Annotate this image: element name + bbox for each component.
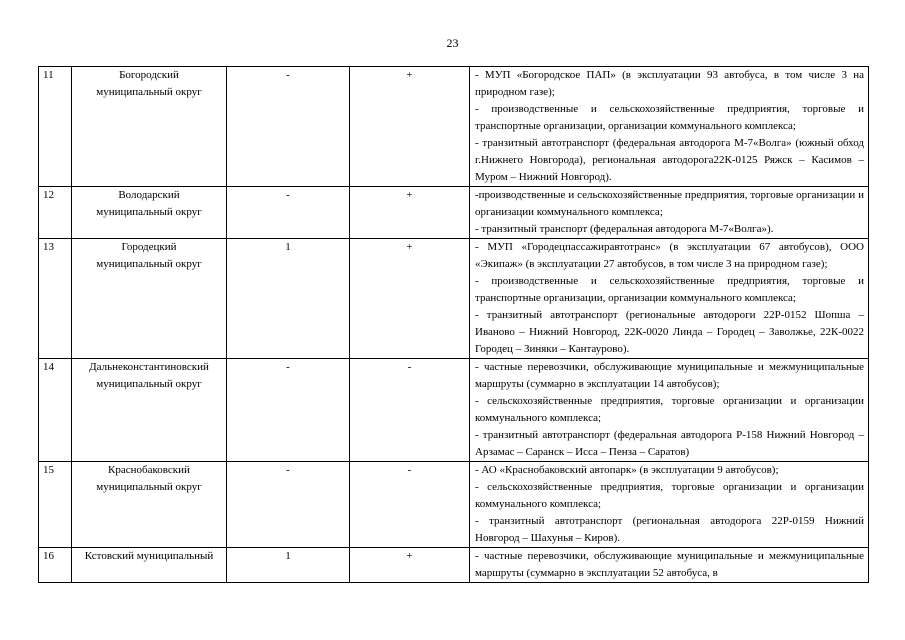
description-item: - транзитный транспорт (федеральная автодорога М-7«Волга»). xyxy=(475,223,774,235)
column-3-cell: - xyxy=(227,462,350,548)
table-row xyxy=(39,187,869,239)
row-number-cell: 13 xyxy=(39,239,72,359)
column-3-cell: 1 xyxy=(227,548,350,583)
table-row xyxy=(39,239,869,359)
description-item: - МУП «Городецпассажиравтотранс» (в эксплуатации 67 автобусов), ООО «Экипаж» (в эксплуатации 27 автобусов, в том числе 3 на природном газе); xyxy=(475,241,864,270)
municipality-name-cell: Дальнеконстантиновский муниципальный округ xyxy=(72,359,227,462)
description-item: - транзитный автотранспорт (федеральная автодорога Р-158 Нижний Новгород – Арзамас – Саранск – Исса – Пенза – Саратов) xyxy=(475,429,864,458)
page-number: 23 xyxy=(446,36,459,50)
municipality-name-cell: Городецкий муниципальный округ xyxy=(72,239,227,359)
description-cell xyxy=(470,67,869,187)
description-item: - транзитный автотранспорт (региональные автодороги 22Р-0152 Шопша – Иваново – Нижний Новгород, 22К-0020 Линда – Городец – Заволжье, 22К-0022 Городец – Зиняки – Кантаурово). xyxy=(475,309,864,355)
description-item: - сельскохозяйственные предприятия, торговые организации и организации коммунального комплекса; xyxy=(475,481,864,510)
row-number-cell: 14 xyxy=(39,359,72,462)
row-number-cell: 11 xyxy=(39,67,72,187)
description-cell xyxy=(470,187,869,239)
column-4-cell: + xyxy=(350,548,470,583)
row-number-cell: 12 xyxy=(39,187,72,239)
table-row xyxy=(39,67,869,187)
table-row xyxy=(39,359,869,462)
column-4-cell: + xyxy=(350,187,470,239)
municipal-transport-table xyxy=(38,66,869,583)
row-number-cell: 15 xyxy=(39,462,72,548)
description-item: - транзитный автотранспорт (региональная автодорога 22Р-0159 Нижний Новгород – Шахунья – Киров). xyxy=(475,515,864,544)
description-cell xyxy=(470,239,869,359)
description-item: - частные перевозчики, обслуживающие муниципальные и межмуниципальные маршруты (суммарно в эксплуатации 14 автобусов); xyxy=(475,361,864,390)
description-item: - частные перевозчики, обслуживающие муниципальные и межмуниципальные маршруты (суммарно в эксплуатации 52 автобуса, в xyxy=(475,550,864,579)
column-3-cell: - xyxy=(227,187,350,239)
description-item: - АО «Краснобаковский автопарк» (в эксплуатации 9 автобусов); xyxy=(475,464,779,476)
table-body xyxy=(39,67,869,583)
column-4-cell: + xyxy=(350,239,470,359)
column-4-cell: + xyxy=(350,67,470,187)
municipality-name-cell: Краснобаковский муниципальный округ xyxy=(72,462,227,548)
description-cell xyxy=(470,548,869,583)
table-row xyxy=(39,462,869,548)
column-3-cell: 1 xyxy=(227,239,350,359)
description-item: - МУП «Богородское ПАП» (в эксплуатации 93 автобуса, в том числе 3 на природном газе); xyxy=(475,69,864,98)
column-4-cell: - xyxy=(350,462,470,548)
table-row xyxy=(39,548,869,583)
municipality-name-cell: Богородский муниципальный округ xyxy=(72,67,227,187)
description-item: -производственные и сельскохозяйственные предприятия, торговые организации и организации коммунального комплекса; xyxy=(475,189,864,218)
column-4-cell: - xyxy=(350,359,470,462)
municipality-name-cell: Володарский муниципальный округ xyxy=(72,187,227,239)
description-item: - производственные и сельскохозяйственные предприятия, торговые и транспортные организации, организации коммунального комплекса; xyxy=(475,275,864,304)
description-item: - сельскохозяйственные предприятия, торговые организации и организации коммунального комплекса; xyxy=(475,395,864,424)
municipality-name-cell: Кстовский муниципальный xyxy=(72,548,227,583)
description-cell xyxy=(470,359,869,462)
row-number-cell: 16 xyxy=(39,548,72,583)
column-3-cell: - xyxy=(227,67,350,187)
description-item: - транзитный автотранспорт (федеральная автодорога М-7«Волга» (южный обход г.Нижнего Новгорода), региональная автодорога22К-0125 Ряжск – Касимов – Муром – Нижний Новгород). xyxy=(475,137,864,183)
column-3-cell: - xyxy=(227,359,350,462)
description-item: - производственные и сельскохозяйственные предприятия, торговые и транспортные организации, организации коммунального комплекса; xyxy=(475,103,864,132)
description-cell xyxy=(470,462,869,548)
